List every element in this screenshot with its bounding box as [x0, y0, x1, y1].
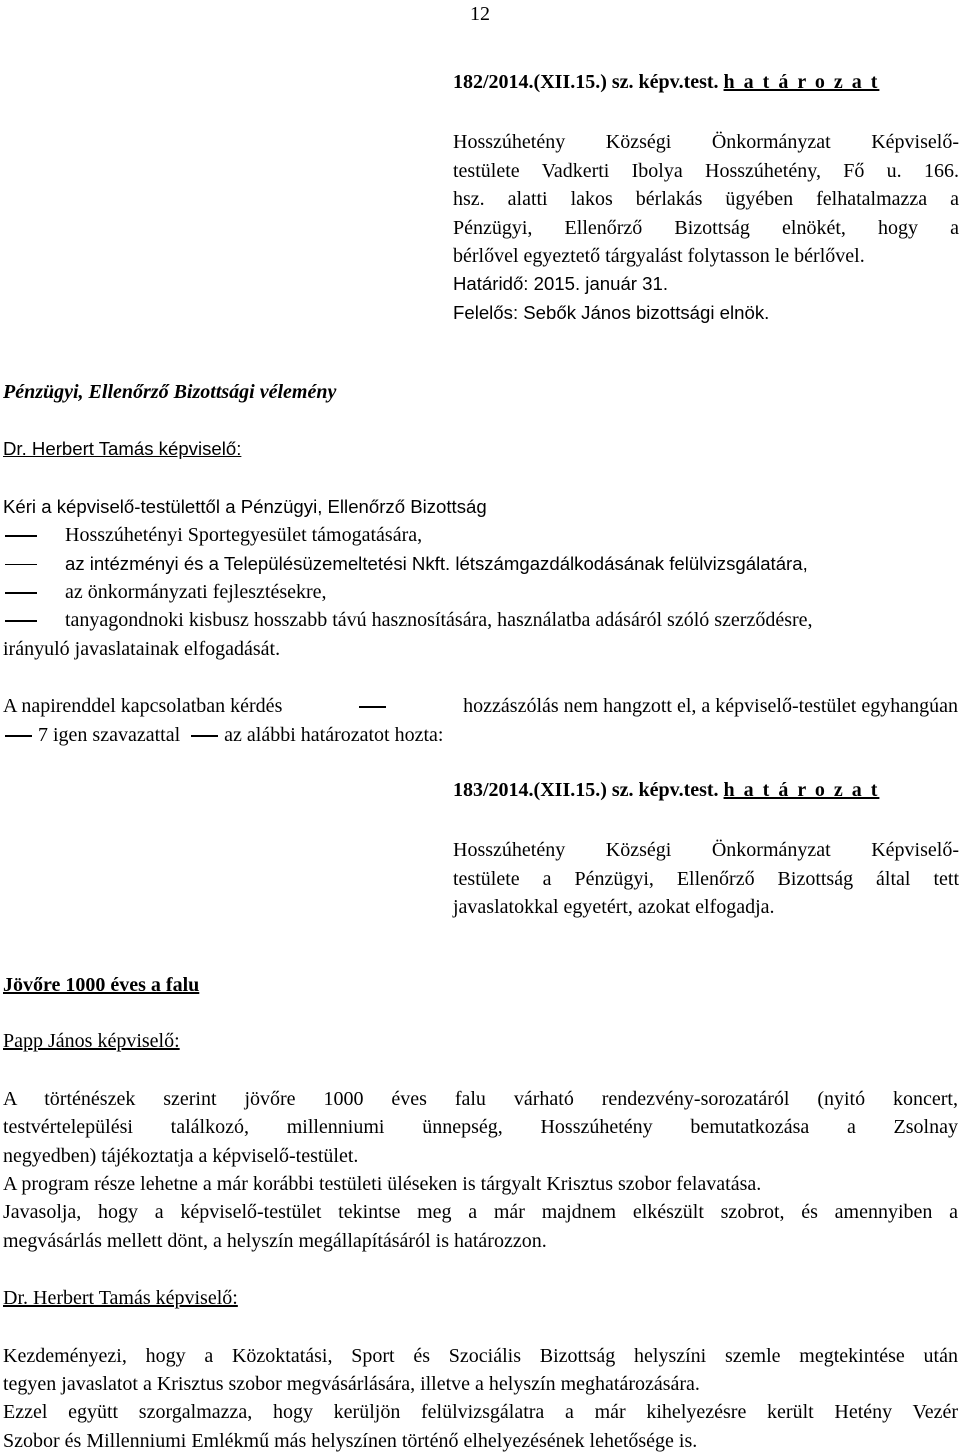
resolution-2-keyword: h a t á r o z a t [723, 779, 880, 801]
resolution-2-title [453, 776, 959, 804]
speaker-herbert-1: Dr. Herbert Tamás képviselő: [3, 438, 242, 460]
resolution-1-title [453, 68, 959, 96]
vote-line-1 [3, 692, 958, 720]
resolution-1 [453, 68, 959, 327]
vote-line-2 [3, 721, 958, 749]
resolution-1-line: testülete Vadkerti Ibolya Hosszúhetény, Fő u. 166. [453, 159, 959, 182]
papp-paragraph-1-line: testvértelepülési találkozó, millenniumi ünnepség, Hosszúhetény bemutatkozása a Zsolnay [3, 1116, 958, 1139]
topic-heading: Jövőre 1000 éves a falu [3, 974, 200, 996]
papp-paragraph-3-line: Javasolja, hogy a képviselő-testület tekintse meg a már majdnem elkészült szobrot, és amennyiben a [3, 1201, 958, 1224]
resolution-2-line: Hosszúhetény Községi Önkormányzat Képviselő- [453, 839, 959, 862]
papp-paragraph-1-line: A történészek szerint jövőre 1000 éves falu várható rendezvény-sorozatáról (nyitó koncert, [3, 1087, 958, 1110]
dash-separator [191, 735, 218, 737]
herbert-paragraph-1-line: tegyen javaslatot a Krisztus szobor megvásárlására, illetve a helyszín meghatározására. [3, 1373, 700, 1396]
request-intro: Kéri a képviselő-testülettől a Pénzügyi, Ellenőrző Bizottság [3, 495, 487, 517]
dash-separator [359, 706, 386, 708]
resolution-1-deadline: Határidő: 2015. január 31. [453, 273, 669, 295]
papp-paragraph-3-line: megvásárlás mellett dönt, a helyszín megállapításáról is határozzon. [3, 1229, 547, 1252]
resolution-2-line: javaslatokkal egyetért, azokat elfogadja. [453, 896, 775, 919]
resolution-1-line: Hosszúhetény Községi Önkormányzat Képviselő- [453, 131, 959, 154]
dash-separator [5, 735, 32, 737]
resolution-1-line: Pénzügyi, Ellenőrző Bizottság elnökét, hogy a [453, 216, 959, 239]
vote-line-2-b: az alábbi határozatot hozta: [224, 723, 444, 746]
committee-heading: Pénzügyi, Ellenőrző Bizottsági vélemény [3, 381, 337, 403]
speaker-papp: Papp János képviselő: [3, 1030, 180, 1053]
resolution-1-line: hsz. alatti lakos bérlakás ügyében felhatalmazza a [453, 188, 959, 211]
herbert-paragraph-2-line: Ezzel együtt szorgalmazza, hogy kerüljön felülvizsgálatra a már kihelyezésre került Hetény Vezér [3, 1401, 958, 1424]
request-item: Hosszúhetényi Sportegyesület támogatására, [3, 521, 958, 549]
papp-paragraph-1-line: negyedben) tájékoztatja a képviselő-testület. [3, 1144, 359, 1167]
resolution-1-line: bérlővel egyeztető tárgyalást folytasson le bérlővel. [453, 245, 865, 268]
resolution-1-keyword: h a t á r o z a t [723, 71, 880, 93]
committee-section [3, 378, 958, 749]
vote-line-2-a: 7 igen szavazattal [38, 723, 181, 746]
topic-section [3, 971, 958, 1455]
request-outro: irányuló javaslatainak elfogadását. [3, 637, 281, 660]
herbert-paragraph-2-line: Szobor és Millenniumi Emlékmű más helyszínen történő elhelyezésének lehetősége is. [3, 1429, 698, 1452]
request-item: tanyagondnoki kisbusz hosszabb távú hasznosítására, használatba adásáról szóló szerződésre, [3, 606, 958, 634]
resolution-2 [453, 776, 959, 922]
page-number: 12 [470, 3, 490, 25]
resolution-1-responsible: Felelős: Sebők János bizottsági elnök. [453, 301, 770, 323]
resolution-2-line: testülete a Pénzügyi, Ellenőrző Bizottság által tett [453, 867, 959, 890]
request-item: az intézményi és a Településüzemeltetési Nkft. létszámgazdálkodásának felülvizsgálatára, [3, 550, 958, 578]
vote-line-1-a: A napirenddel kapcsolatban kérdés [3, 695, 283, 718]
herbert-paragraph-1-line: Kezdeményezi, hogy a Közoktatási, Sport és Szociális Bizottság helyszíni szemle megtekintése után [3, 1344, 958, 1367]
resolution-2-number: 183/2014.(XII.15.) sz. képv.test. [453, 779, 719, 801]
vote-line-1-b: hozzászólás nem hangzott el, a képviselő-testület egyhangúan [463, 695, 958, 718]
papp-paragraph-2: A program része lehetne a már korábbi testületi üléseken is tárgyalt Krisztus szobor felavatása. [3, 1173, 762, 1196]
resolution-1-number: 182/2014.(XII.15.) sz. képv.test. [453, 71, 719, 93]
request-item: az önkormányzati fejlesztésekre, [3, 578, 958, 606]
speaker-herbert-2: Dr. Herbert Tamás képviselő: [3, 1287, 238, 1310]
